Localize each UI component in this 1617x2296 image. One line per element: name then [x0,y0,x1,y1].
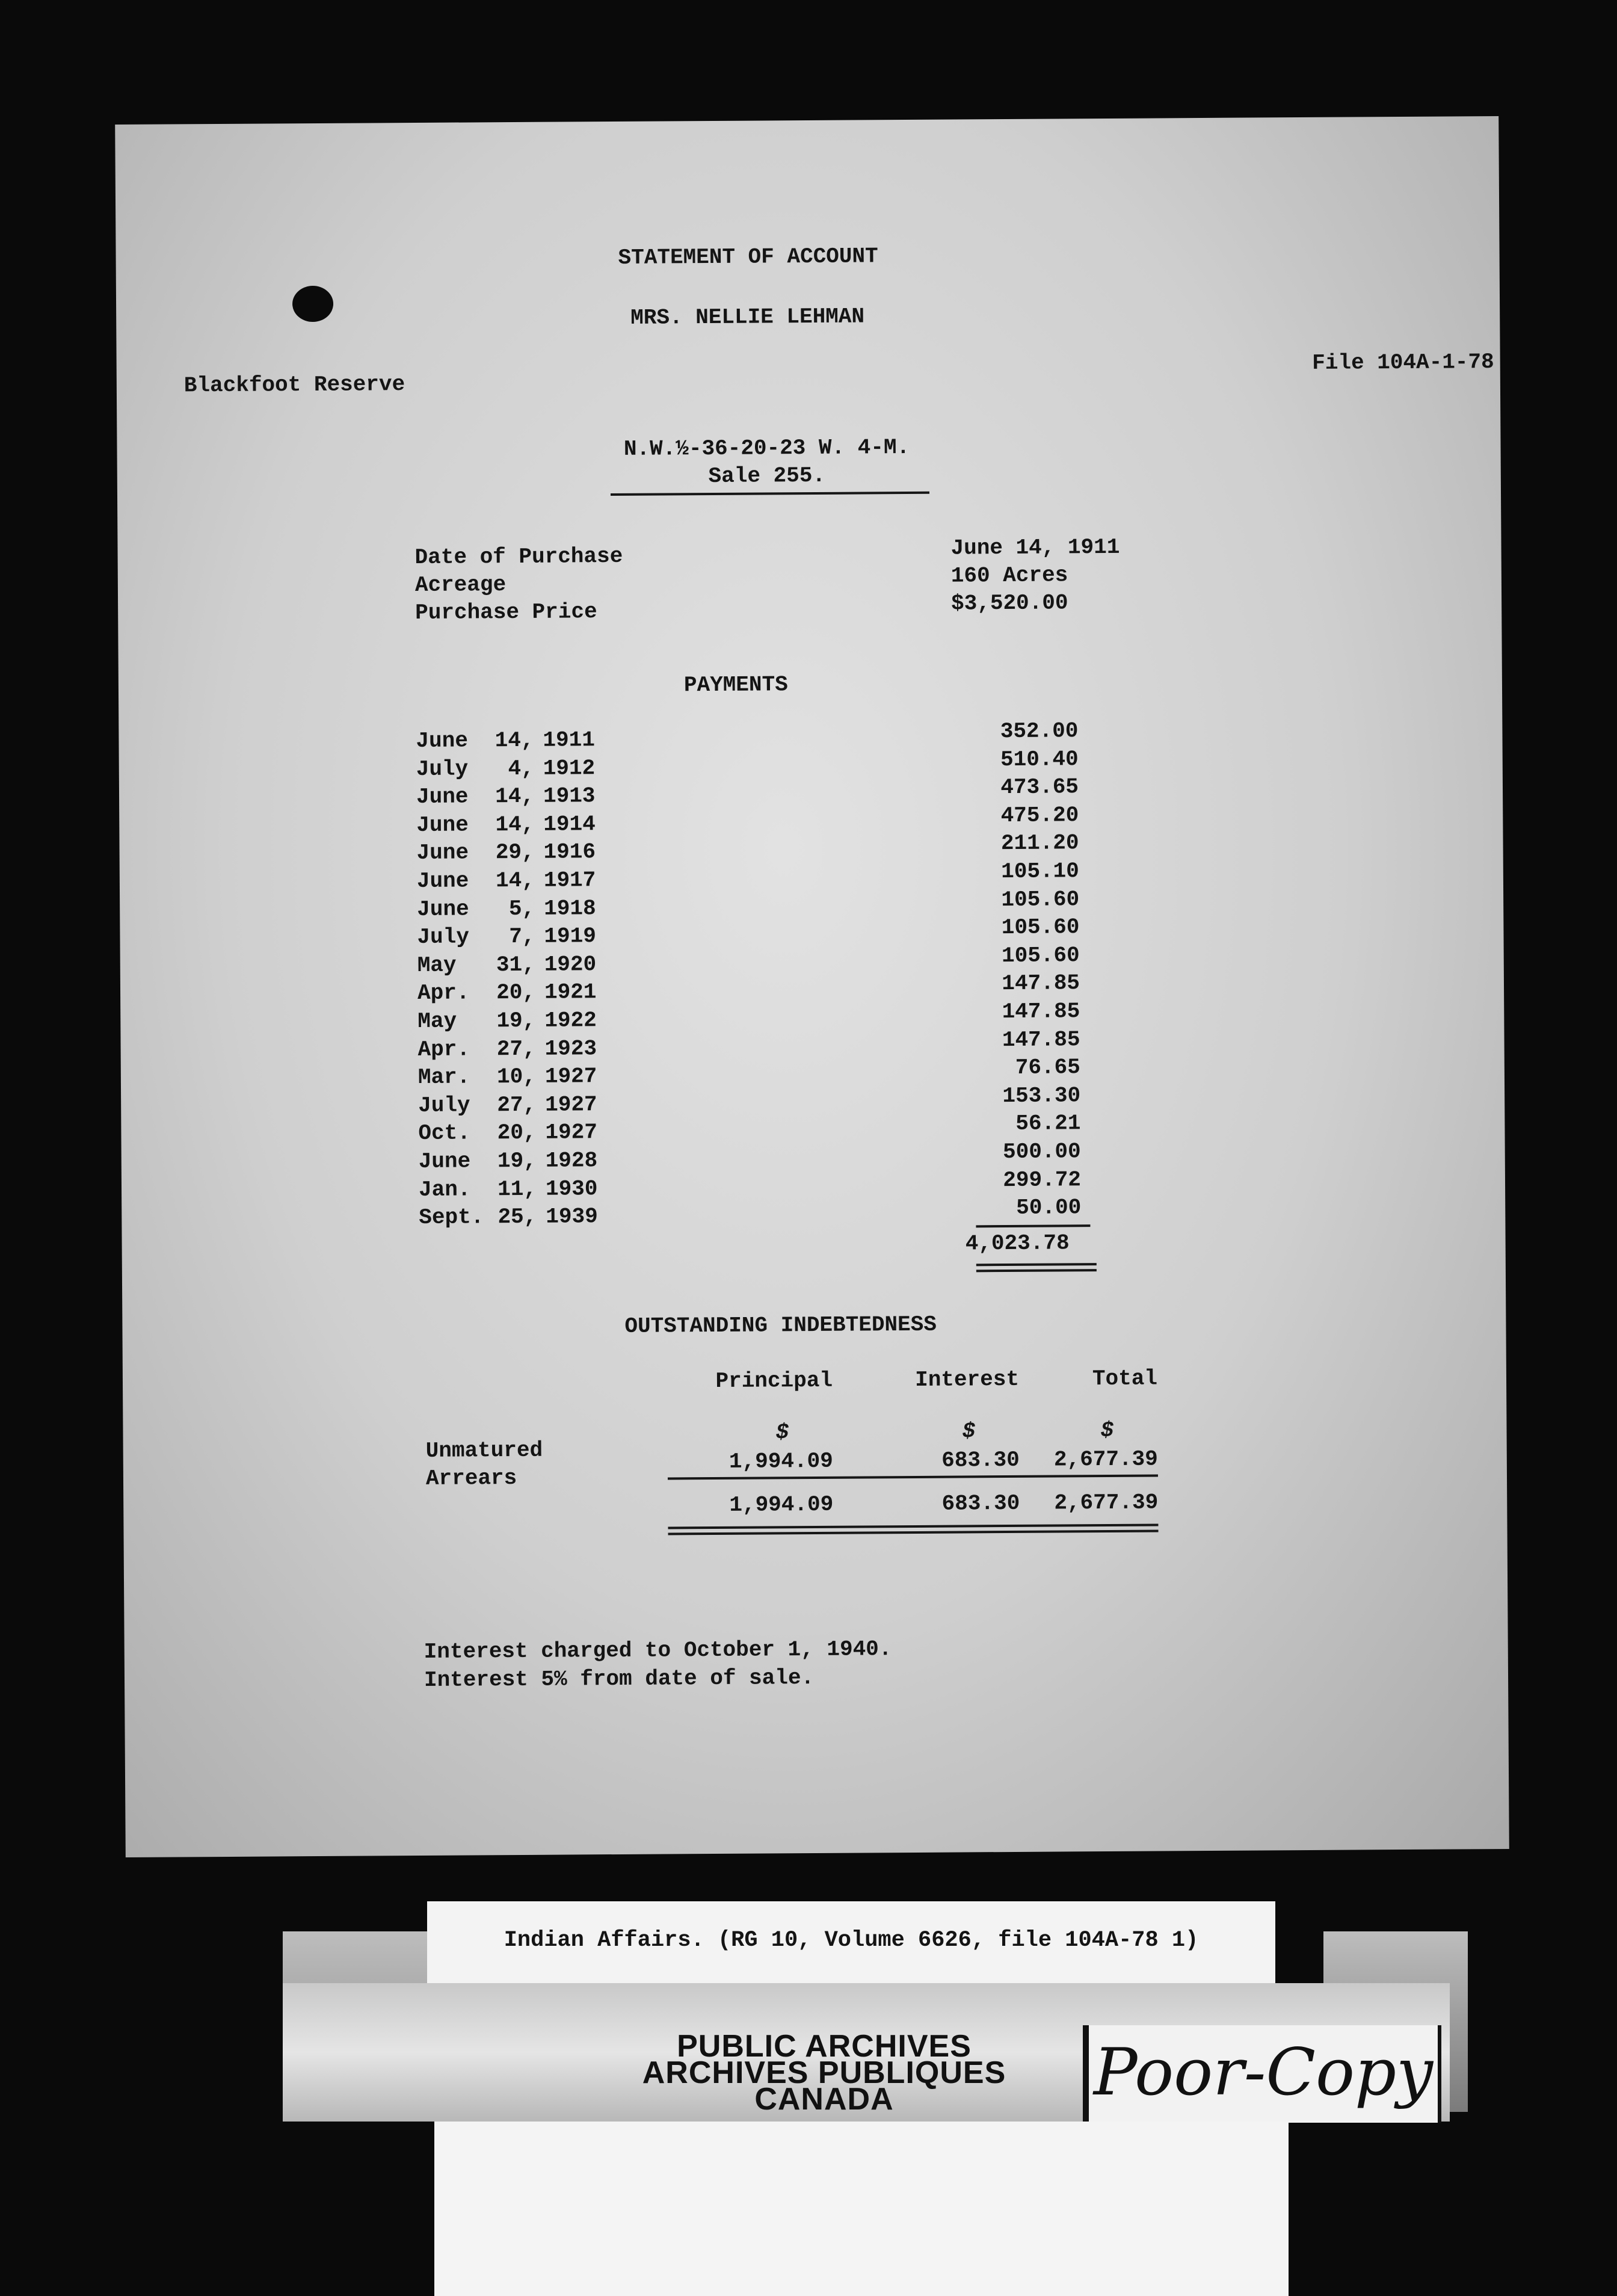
payment-amount: 147.85 [1002,1026,1080,1052]
arrears-amount: 683.30 [941,1447,1020,1473]
arrears-amount: 1,994.09 [728,1448,833,1474]
payment-year: 1914 [543,811,596,837]
stamp-line-3: CANADA [754,2082,894,2117]
payment-month: Mar. [417,1064,470,1090]
payment-amount: 352.00 [1000,718,1079,744]
payment-year: 1912 [543,755,596,781]
archive-caption: Indian Affairs. (RG 10, Volume 6626, file 104A-78 1) [504,1928,1199,1953]
payment-day: 27, [497,1092,537,1117]
payment-amount: 56.21 [1015,1111,1081,1137]
payment-amount: 105.60 [1001,886,1080,912]
payment-day: 27, [496,1036,536,1061]
purchase-value: $3,520.00 [950,590,1068,616]
payment-amount: 211.20 [1000,830,1079,856]
purchase-value: 160 Acres [950,563,1068,588]
payment-amount: 153.30 [1002,1083,1081,1108]
payment-amount: 473.65 [1000,774,1079,800]
total-amount: 683.30 [941,1490,1020,1516]
payment-month: June [416,812,469,838]
payment-year: 1930 [545,1176,598,1202]
indebtedness-double-line-1 [668,1524,1158,1529]
payment-day: 14, [495,868,535,893]
sale-number: Sale 255. [708,463,826,489]
column-header: Interest [915,1366,1020,1392]
payment-month: June [416,868,469,894]
payment-month: June [418,1149,471,1174]
payment-month: June [416,728,469,754]
payment-amount: 105.60 [1001,915,1080,940]
payment-amount: 147.85 [1002,971,1080,996]
archive-backing-card [434,2122,1289,2296]
currency-mark: $ [1100,1418,1114,1443]
account-holder-name: MRS. NELLIE LEHMAN [630,304,865,330]
payment-year: 1921 [544,980,597,1005]
payment-year: 1918 [544,895,596,921]
payment-year: 1939 [546,1204,598,1229]
payment-day: 7, [509,924,535,949]
payment-month: July [417,924,470,950]
purchase-value: June 14, 1911 [950,534,1120,561]
indebtedness-heading: OUTSTANDING INDEBTEDNESS [624,1312,937,1339]
payment-amount: 500.00 [1002,1139,1081,1165]
payments-total: 4,023.78 [965,1230,1070,1256]
payment-year: 1913 [543,783,596,809]
stamp-line-2: ARCHIVES PUBLIQUES [642,2055,1006,2090]
payment-year: 1916 [543,839,596,865]
total-amount: 2,677.39 [1054,1490,1159,1516]
payment-month: Apr. [417,1037,470,1062]
payment-day: 10, [496,1064,537,1090]
payment-amount: 105.60 [1001,943,1080,968]
purchase-label: Purchase Price [415,599,597,626]
payments-heading: PAYMENTS [683,672,788,698]
note-interest-rate: Interest 5% from date of sale. [424,1665,815,1693]
column-header: Total [1092,1366,1158,1392]
payment-year: 1911 [543,727,596,753]
payment-year: 1927 [544,1064,597,1089]
payment-month: May [417,1008,457,1034]
purchase-label: Acreage [414,572,507,598]
poor-copy-text: Poor-Copy [1093,2035,1434,2110]
document-page [115,116,1509,1857]
payment-day: 14, [495,812,535,838]
payment-year: 1919 [544,924,597,949]
payment-amount: 510.40 [1000,746,1079,772]
payment-month: June [417,896,469,922]
payments-double-line-1 [976,1263,1097,1266]
poor-copy-stamp [1083,2025,1441,2123]
payment-day: 29, [495,840,535,865]
payment-month: Apr. [417,980,470,1006]
payment-day: 14, [494,727,534,753]
payment-year: 1917 [543,868,596,893]
payment-month: June [416,784,469,810]
payment-month: Oct. [418,1120,471,1146]
payment-day: 11, [497,1176,537,1202]
payment-year: 1928 [545,1148,598,1173]
payment-month: June [416,840,469,866]
reserve-name: Blackfoot Reserve [183,372,405,398]
payment-month: May [417,952,457,978]
file-number: File 104A-1-78 [1312,350,1494,375]
payment-day: 19, [496,1008,536,1034]
payment-month: July [418,1093,470,1118]
indebtedness-double-line-2 [668,1530,1159,1535]
total-amount: 1,994.09 [729,1492,834,1517]
payment-year: 1927 [545,1120,598,1146]
payment-day: 19, [497,1148,537,1174]
archive-caption-card [427,1901,1275,1983]
payment-year: 1927 [545,1091,597,1117]
payment-amount: 76.65 [1015,1055,1080,1081]
payment-amount: 105.10 [1001,859,1079,884]
payment-day: 31, [496,952,535,978]
payment-amount: 475.20 [1000,803,1079,828]
payment-day: 20, [496,980,536,1005]
land-description: N.W.½-36-20-23 W. 4-M. [623,434,910,461]
payment-day: 5, [508,896,535,921]
payment-year: 1923 [544,1035,597,1061]
payment-amount: 147.85 [1002,999,1080,1025]
note-interest-charged: Interest charged to October 1, 1940. [424,1637,892,1664]
indebtedness-row-label: Arrears [425,1466,517,1491]
payments-sum-line [976,1224,1090,1227]
punch-hole [292,286,333,322]
arrears-amount: 2,677.39 [1053,1446,1158,1472]
column-header: Principal [715,1368,833,1393]
currency-mark: $ [775,1420,789,1445]
currency-mark: $ [962,1419,976,1444]
statement-title: STATEMENT OF ACCOUNT [618,244,878,270]
payment-month: Sept. [419,1205,484,1230]
payment-amount: 50.00 [1016,1195,1082,1221]
header-underline [611,492,929,496]
payment-year: 1922 [544,1008,597,1033]
payment-day: 14, [495,784,535,809]
payment-year: 1920 [544,951,597,977]
payment-month: July [416,756,469,782]
payment-amount: 299.72 [1003,1167,1082,1193]
payment-day: 20, [497,1120,537,1146]
payments-double-line-2 [976,1269,1097,1272]
purchase-label: Date of Purchase [414,543,623,570]
indebtedness-row-label: Unmatured [425,1437,543,1463]
payment-day: 4, [508,756,534,781]
stamp-line-1: PUBLIC ARCHIVES [677,2029,972,2064]
payment-day: 25, [497,1204,537,1230]
payment-month: Jan. [418,1177,471,1202]
